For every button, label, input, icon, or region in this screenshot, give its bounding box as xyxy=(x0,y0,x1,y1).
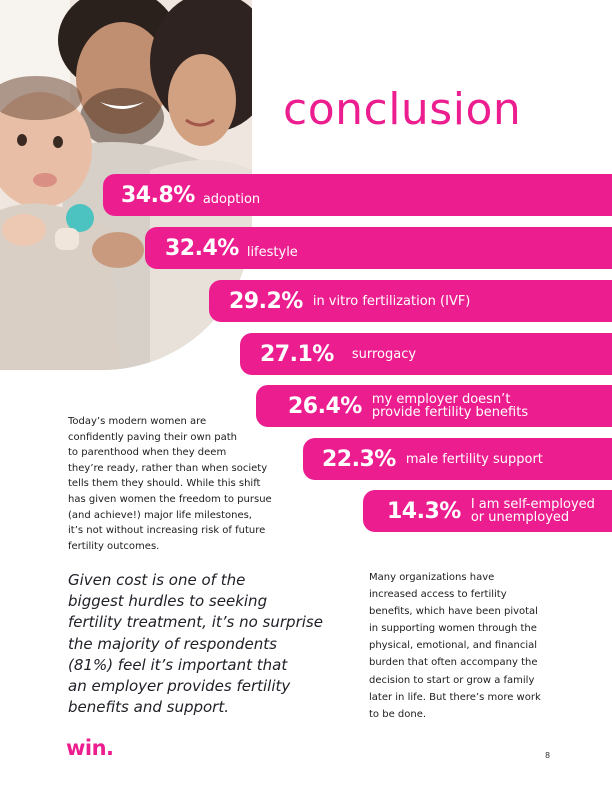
stat-bar-self-employed xyxy=(363,490,612,532)
page-title: conclusion xyxy=(283,84,522,135)
stat-value: 26.4% xyxy=(288,393,362,419)
quote-line: (81%) feel it’s important that xyxy=(68,655,288,674)
stat-bar-ivf xyxy=(209,280,612,322)
quote-line: benefits and support. xyxy=(68,698,229,717)
text-line: Today’s modern women are xyxy=(68,416,207,427)
stat-value: 22.3% xyxy=(322,446,396,472)
text-line: confidently paving their own path xyxy=(68,431,237,443)
quote-line: the majority of respondents xyxy=(68,634,277,653)
stat-label: male fertility support xyxy=(405,451,543,467)
stat-bar-surrogacy xyxy=(240,333,612,375)
stat-value: 34.8% xyxy=(121,182,195,208)
pull-quote xyxy=(68,570,340,718)
text-line: to parenthood when they deem xyxy=(68,447,227,459)
stat-value: 27.1% xyxy=(260,341,334,367)
stat-bar-adoption xyxy=(103,174,612,216)
stat-value: 14.3% xyxy=(387,498,461,524)
quote-line: an employer provides fertility xyxy=(68,677,291,696)
stat-bar-lifestyle xyxy=(145,227,612,269)
text-line: has given women the freedom to pursue xyxy=(68,493,272,505)
quote-line: Given cost is one of the xyxy=(68,571,246,589)
stat-label: in vitro fertilization (IVF) xyxy=(312,293,471,309)
text-line: decision to start or grow a family xyxy=(369,674,535,686)
stat-label xyxy=(372,393,528,419)
text-line: physical, emotional, and financial xyxy=(369,640,538,652)
stat-value: 29.2% xyxy=(229,288,303,314)
stat-label-line: I am self-employed xyxy=(470,497,595,512)
text-line: benefits, which have been pivotal xyxy=(369,606,538,618)
quote-line: biggest hurdles to seeking xyxy=(68,592,268,611)
text-line: tells them they should. While this shift xyxy=(68,478,261,490)
page-number: 8 xyxy=(545,751,551,760)
stat-label-line: my employer doesn’t xyxy=(371,392,511,407)
text-line: (and achieve!) major life milestones, xyxy=(68,509,252,521)
stat-label-line: provide fertility benefits xyxy=(371,405,529,420)
closing-paragraph xyxy=(369,569,569,723)
text-line: Many organizations have xyxy=(369,572,495,583)
text-line: increased access to fertility xyxy=(369,589,507,601)
stat-label xyxy=(471,498,595,524)
stat-label: surrogacy xyxy=(351,346,417,362)
text-line: fertility outcomes. xyxy=(68,540,160,552)
text-line: they’re ready, rather than when society xyxy=(68,462,268,474)
win-logo: win. xyxy=(66,736,114,760)
stat-bar-employer-benefits xyxy=(256,385,612,427)
stat-value: 32.4% xyxy=(165,235,239,261)
text-line: later in life. But there’s more work xyxy=(369,691,541,703)
intro-paragraph xyxy=(68,414,296,554)
text-line: in supporting women through the xyxy=(369,623,537,635)
text-line: burden that often accompany the xyxy=(369,657,538,669)
stat-label-line: or unemployed xyxy=(470,510,570,525)
stat-bar-male-fertility xyxy=(303,438,612,480)
stat-label: lifestyle xyxy=(246,244,298,260)
text-line: it’s not without increasing risk of future xyxy=(68,525,266,537)
text-line: to be done. xyxy=(369,708,427,720)
stat-label: adoption xyxy=(202,191,261,207)
quote-line: fertility treatment, it’s no surprise xyxy=(68,613,323,632)
